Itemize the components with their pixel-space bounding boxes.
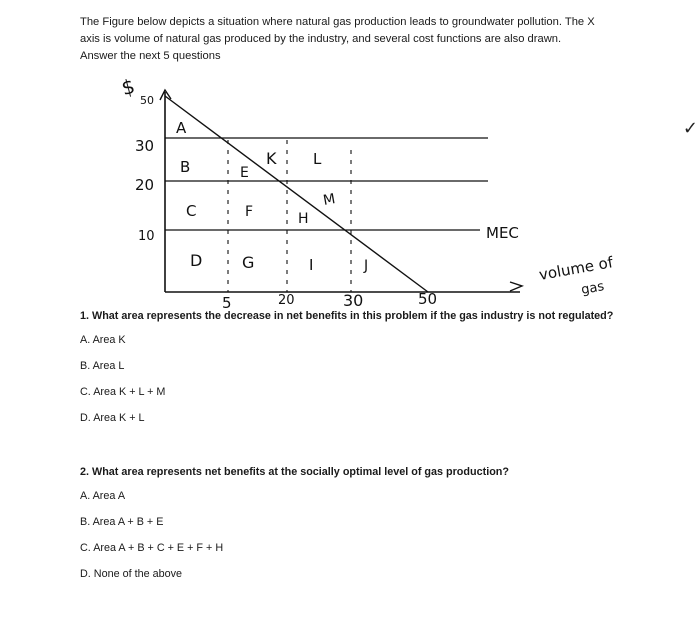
area-c: C [186,202,197,220]
intro-line-2: axis is volume of natural gas produced by the industry, and several cost functions are also drawn. [80,33,562,45]
question-2-option-d[interactable]: D. None of the above [80,568,183,580]
x-axis-label-1: volume of [537,253,615,284]
area-d: D [190,251,203,270]
area-l: L [313,150,322,168]
question-1-prompt: 1. What area represents the decrease in net benefits in this problem if the gas industry is not regulated? [80,310,614,322]
y-tick-50: 50 [140,94,154,107]
hand-drawn-figure [0,0,700,320]
question-1-option-c[interactable]: C. Area K + L + M [80,386,166,398]
x-tick-50: 50 [418,290,438,308]
x-tick-5: 5 [222,294,232,312]
x-axis-arrow [510,282,522,291]
question-2-option-c[interactable]: C. Area A + B + C + E + F + H [80,542,224,554]
question-2-option-b[interactable]: B. Area A + B + E [80,516,164,528]
area-j: J [364,258,369,274]
question-2-option-a[interactable]: A. Area A [80,490,126,502]
area-b: B [180,158,191,176]
x-tick-20: 20 [278,293,295,308]
question-1-option-d[interactable]: D. Area K + L [80,412,145,424]
area-a: A [176,119,187,137]
question-2-prompt: 2. What area represents net benefits at the socially optimal level of gas production? [80,466,509,478]
x-axis-label-2: gas [580,279,606,298]
intro-line-1: The Figure below depicts a situation where natural gas production leads to groundwater pollution. The X [80,16,595,28]
check-mark: ✓ [682,118,698,138]
y-tick-10: 10 [138,229,155,244]
y-axis-unit: $ [118,73,138,101]
area-m: M [321,191,337,209]
area-h: H [298,211,309,227]
area-e: E [240,165,249,181]
question-1 [80,310,613,436]
x-tick-30: 30 [343,291,364,310]
question-1-option-a[interactable]: A. Area K [80,334,126,346]
mec-label: MEC [486,224,519,242]
question-1-option-b[interactable]: B. Area L [80,360,125,372]
area-g: G [242,253,255,272]
demand-line [165,96,428,292]
y-tick-20: 20 [135,176,155,194]
area-f: F [245,204,254,220]
area-k: K [266,149,277,168]
question-2 [80,466,509,592]
intro-line-3: Answer the next 5 questions [80,50,221,62]
y-tick-30: 30 [135,137,155,155]
area-i: I [309,256,314,274]
